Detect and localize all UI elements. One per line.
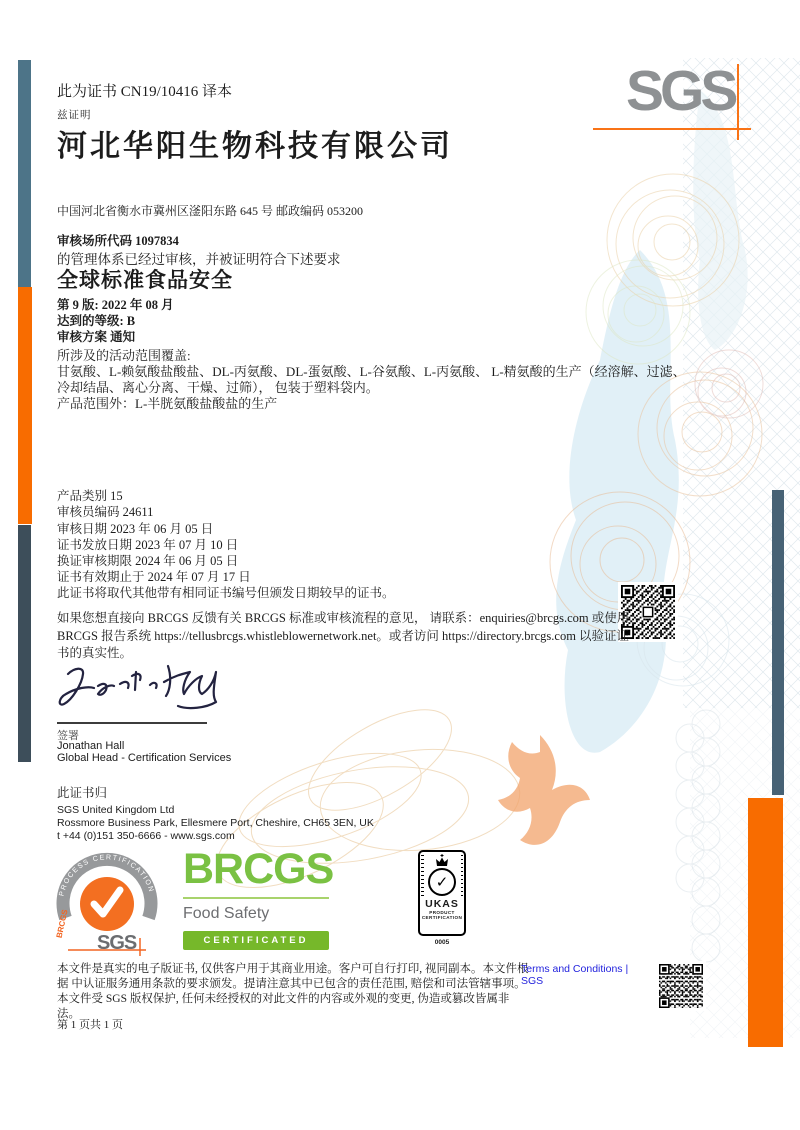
- legal-text-part2: 中认证服务通用条款的要求颁发。提请注意其中已包含的责任范围, 赔偿和司法管辖事项。本文件受 SGS 版权保护, 任何未经授权的对此文件的内容或外观的变更, 伪造或篡改皆属非法。: [57, 978, 526, 1020]
- left-orange-bar: [18, 287, 32, 524]
- brcgs-certificated-badge: CERTIFICATED: [183, 931, 329, 950]
- auditor-code-line: 审核员编码 24611: [57, 505, 154, 519]
- left-slate-bar: [18, 525, 31, 762]
- signature-line: [57, 722, 207, 724]
- ukas-number: 0005: [434, 939, 450, 946]
- owner-phone-web: t +44 (0)151 350-6666 - www.sgs.com: [57, 830, 235, 842]
- bird-silhouette: [498, 735, 590, 845]
- sgs-logo-underline: [593, 128, 751, 130]
- signature-handwriting: [52, 660, 242, 718]
- brcgs-logo: [183, 845, 334, 950]
- sgs-mark-brand: SGS: [97, 932, 137, 954]
- sgs-process-certification-mark: [50, 846, 162, 958]
- reaudit-due-line: 换证审核期限 2024 年 06 月 05 日: [57, 554, 239, 568]
- ukas-ticks-left: [421, 855, 424, 897]
- brcgs-side-text: BRCGS: [54, 908, 70, 939]
- crown-icon: [434, 854, 450, 867]
- programme-line: 审核方案 通知: [57, 330, 136, 344]
- qr-code: [656, 961, 706, 1011]
- grade-line: 达到的等级: B: [57, 314, 136, 328]
- expiry-date-line: 证书有效期止于 2024 年 07 月 17 日: [57, 570, 251, 584]
- page-number: 第 1 页共 1 页: [57, 1019, 123, 1031]
- certify-label: 兹证明: [57, 110, 92, 121]
- legal-paragraph: [57, 962, 531, 1022]
- arc-text: PROCESS CERTIFICATION: [58, 854, 155, 897]
- company-address: 中国河北省衡水市冀州区滏阳东路 645 号 邮政编码 053200: [57, 204, 364, 218]
- company-name: 河北华阳生物科技有限公司: [57, 130, 453, 163]
- ukas-box: [418, 850, 466, 936]
- signatory-name: Jonathan Hall: [57, 740, 125, 752]
- owner-company: SGS United Kingdom Ltd: [57, 804, 175, 816]
- ukas-wordmark: UKAS: [425, 898, 459, 910]
- audit-date-line: 审核日期 2023 年 06 月 05 日: [57, 522, 214, 536]
- owner-heading: 此证书归: [57, 786, 108, 800]
- supersede-line: 此证书将取代其他带有相同证书编号但颁发日期较早的证书。: [57, 586, 395, 600]
- audited-line: 的管理体系已经过审核，并被证明符合下述要求: [57, 252, 341, 267]
- left-steel-bar: [18, 60, 31, 287]
- issue-date-line: 证书发放日期 2023 年 07 月 10 日: [57, 538, 239, 552]
- ukas-ticks-right: [461, 855, 464, 897]
- owner-address: Rossmore Business Park, Ellesmere Port, Cheshire, CH65 3EN, UK: [57, 817, 374, 829]
- version-line: 第 9 版: 2022 年 08 月: [57, 298, 174, 312]
- scope-heading: 所涉及的活动范围覆盖:: [57, 348, 191, 363]
- sgs-logo-crossline: [737, 64, 739, 140]
- brcgs-wordmark: BRCGS: [183, 845, 334, 893]
- brcgs-feedback-paragraph: 如果您想直接向 BRCGS 反馈有关 BRCGS 标准或审核流程的意见， 请联系：enquiries@brcgs.com 或使用 BRCGS 报告系统 https://tellusbrcgs.whistleblowernetwork.net。或者访问 https://directory.brcgs.com 以验证证书的真实性。: [57, 611, 630, 660]
- sgs-logo: SGS: [626, 59, 735, 123]
- scope-line-2: 冷却结晶、离心分离、干燥、过筛）， 包装于塑料袋内。: [57, 380, 379, 395]
- ukas-type-line1: PRODUCT: [429, 910, 455, 915]
- signature-label: 签署: [57, 730, 79, 742]
- product-category-line: 产品类别 15: [57, 489, 123, 503]
- legal-text-part1: 本文件是真实的电子版证书, 仅供客户用于其商业用途。客户可自行打印, 视同副本。本文件根据: [57, 963, 529, 990]
- ukas-type-line2: CERTIFICATION: [421, 915, 463, 921]
- site-code-line: 审核场所代码 1097834: [57, 234, 179, 248]
- right-orange-bar: [748, 798, 783, 1047]
- translation-note: 此为证书 CN19/10416 译本: [57, 84, 233, 100]
- scope-exclusion: 产品范围外：L-半胱氨酸盐酸盐的生产: [57, 396, 278, 411]
- check-icon: ✓: [428, 868, 456, 896]
- scope-line-1: 甘氨酸、L-赖氨酸盐酸盐、DL-丙氨酸、DL-蛋氨酸、L-谷氨酸、L-丙氨酸、 L-精氨酸的生产（经溶解、过滤、: [57, 364, 686, 379]
- signatory-title: Global Head - Certification Services: [57, 752, 232, 764]
- terms-and-conditions-link[interactable]: Terms and Conditions | SGS: [521, 963, 629, 987]
- brcgs-divider: [183, 897, 329, 899]
- ukas-logo: [417, 850, 467, 946]
- brcgs-subtitle: Food Safety: [183, 905, 270, 922]
- standard-title: 全球标准食品安全: [57, 268, 233, 292]
- right-slate-bar: [772, 490, 784, 795]
